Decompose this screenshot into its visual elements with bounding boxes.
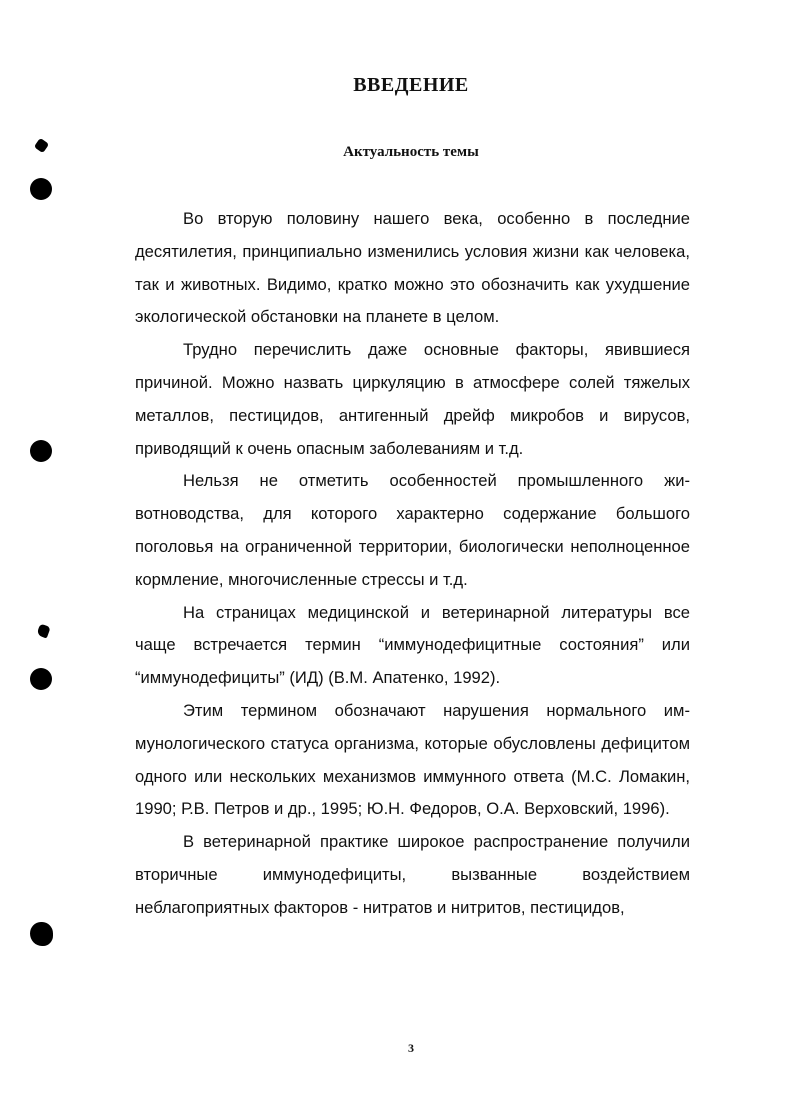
paragraph: На страницах медицинской и ветеринарной литературы все чаще встречается термин “иммунодефицитные состояния” или “иммунодефициты” (ИД) (В.М. Апатенко, 1992). bbox=[135, 602, 690, 688]
paragraph: Нельзя не отметить особенностей промышленного животноводства, для которого характерно содержание большого поголовья на ограниченной территории, биологически неполноценное кормление, многочисленные стрессы и т.д. bbox=[135, 471, 690, 589]
binder-hole bbox=[30, 178, 52, 200]
binder-hole bbox=[30, 440, 52, 462]
paragraph: Трудно перечислить даже основные факторы, явившиеся причиной. Можно назвать циркуляцию в атмосфере солей тяжелых металлов, пестицидов, антигенный дрейф микробов и вирусов, приводящий к очень опасным заболеваниям и т.д. bbox=[135, 340, 690, 458]
scan-speck-mark bbox=[36, 623, 50, 638]
body-text bbox=[135, 203, 690, 925]
binder-hole bbox=[30, 668, 52, 690]
chapter-title: ВВЕДЕНИЕ bbox=[353, 74, 469, 96]
paragraph: Во вторую половину нашего века, особенно в последние десятилетия, принципиально изменились условия жизни как человека, так и животных. Видимо, кратко можно это обозначить как ухудшение экологической обстановки на планете в целом. bbox=[135, 209, 690, 327]
binder-hole bbox=[30, 922, 53, 946]
section-subtitle: Актуальность темы bbox=[343, 144, 479, 160]
paragraph: Этим термином обозначают нарушения нормального иммунологического статуса организма, которые обусловлены дефицитом одного или нескольких механизмов иммунного ответа (М.С. Ломакин, 1990; Р.В. Петров и др., 1995; Ю.Н. Федоров, О.А. Верховский, 1996). bbox=[135, 700, 690, 819]
paragraph: В ветеринарной практике широкое распространение получили вторичные иммунодефициты, вызванные воздействием неблагоприятных факторов - нитратов и нитритов, пестицидов, bbox=[135, 832, 690, 917]
page-number: 3 bbox=[408, 1041, 414, 1055]
